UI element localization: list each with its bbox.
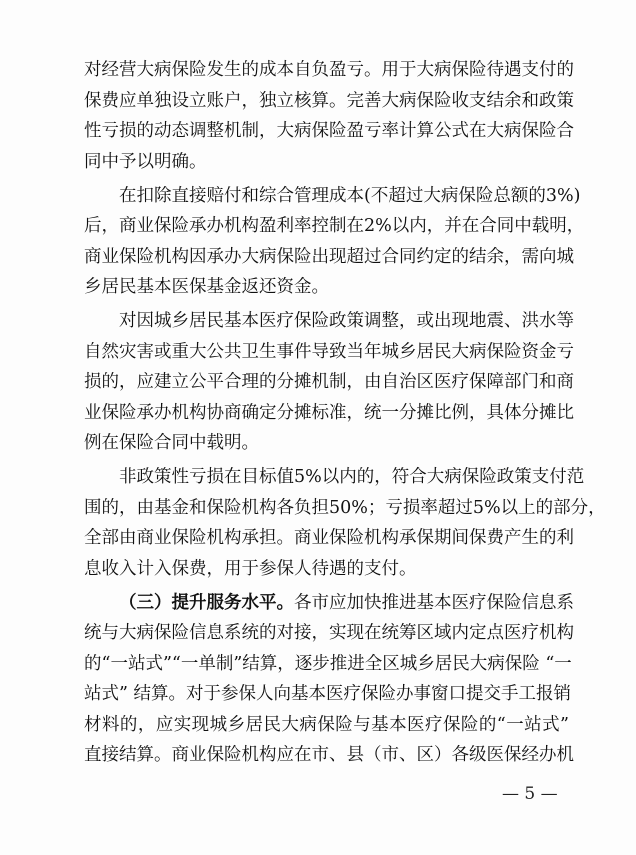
text-line: 站式” 结算。对于参保人向基本医疗保险办事窗口提交手工报销: [84, 684, 572, 704]
text-line: 商业保险机构因承办大病保险出现超过合同约定的结余，需向城: [84, 246, 574, 267]
text-line: 后，商业保险承办机构盈利率控制在2%以内，并在合同中载明，: [84, 216, 585, 236]
text-line: 息收入计入保费，用于参保人待遇的支付。: [84, 558, 417, 579]
text-line: 材料的，应实现城乡居民大病保险与基本医疗保险的“一站式”: [84, 714, 569, 735]
section-heading-line: [84, 588, 574, 619]
text-line: 自然灾害或重大公共卫生事件导致当年城乡居民大病保险资金亏: [84, 341, 574, 362]
text-line: 性亏损的动态调整机制，大病保险盈亏率计算公式在大病保险合: [84, 121, 574, 141]
text-line: 全部由商业保险机构承担。商业保险机构承保期间保费产生的利: [84, 528, 574, 548]
text-line: 业保险承办机构协商确定分摊标准，统一分摊比例，具体分摊比: [84, 402, 574, 423]
text-line: 同中予以明确。: [84, 151, 207, 172]
text-line: 例在保险合同中载明。: [84, 433, 259, 453]
text-line: 保费应单独设立账户，独立核算。完善大病保险收支结余和政策: [84, 90, 574, 111]
text-line: 统与大病保险信息系统的对接，实现在统筹区域内定点医疗机构: [84, 623, 574, 643]
section-heading: （三）提升服务水平。: [119, 592, 294, 613]
text-line: 在扣除直接赔付和综合管理成本(不超过大病保险总额的3%): [119, 185, 581, 206]
text-line: 乡居民基本医保基金返还资金。: [84, 277, 329, 297]
document-body: [84, 55, 606, 771]
text-line: 的“一站式”“一单制”结算，逐步推进全区城乡居民大病保险 “一: [84, 653, 572, 674]
page-number: — 5 —: [502, 784, 558, 804]
text-line: 直接结算。商业保险机构应在市、县（市、区）各级医保经办机: [84, 745, 574, 765]
text-line: 围的，由基金和保险机构各负担50%；亏损率超过5%以上的部分，: [84, 497, 606, 518]
text-span: 各市应加快推进基本医疗保险信息系: [294, 592, 574, 613]
text-line: 对因城乡居民基本医疗保险政策调整，或出现地震、洪水等: [119, 311, 574, 331]
text-line: 对经营大病保险发生的成本自负盈亏。用于大病保险待遇支付的: [84, 60, 574, 80]
text-line: 非政策性亏损在目标值5%以内的，符合大病保险政策支付范: [119, 467, 585, 487]
text-line: 损的，应建立公平合理的分摊机制，由自治区医疗保障部门和商: [84, 372, 574, 392]
